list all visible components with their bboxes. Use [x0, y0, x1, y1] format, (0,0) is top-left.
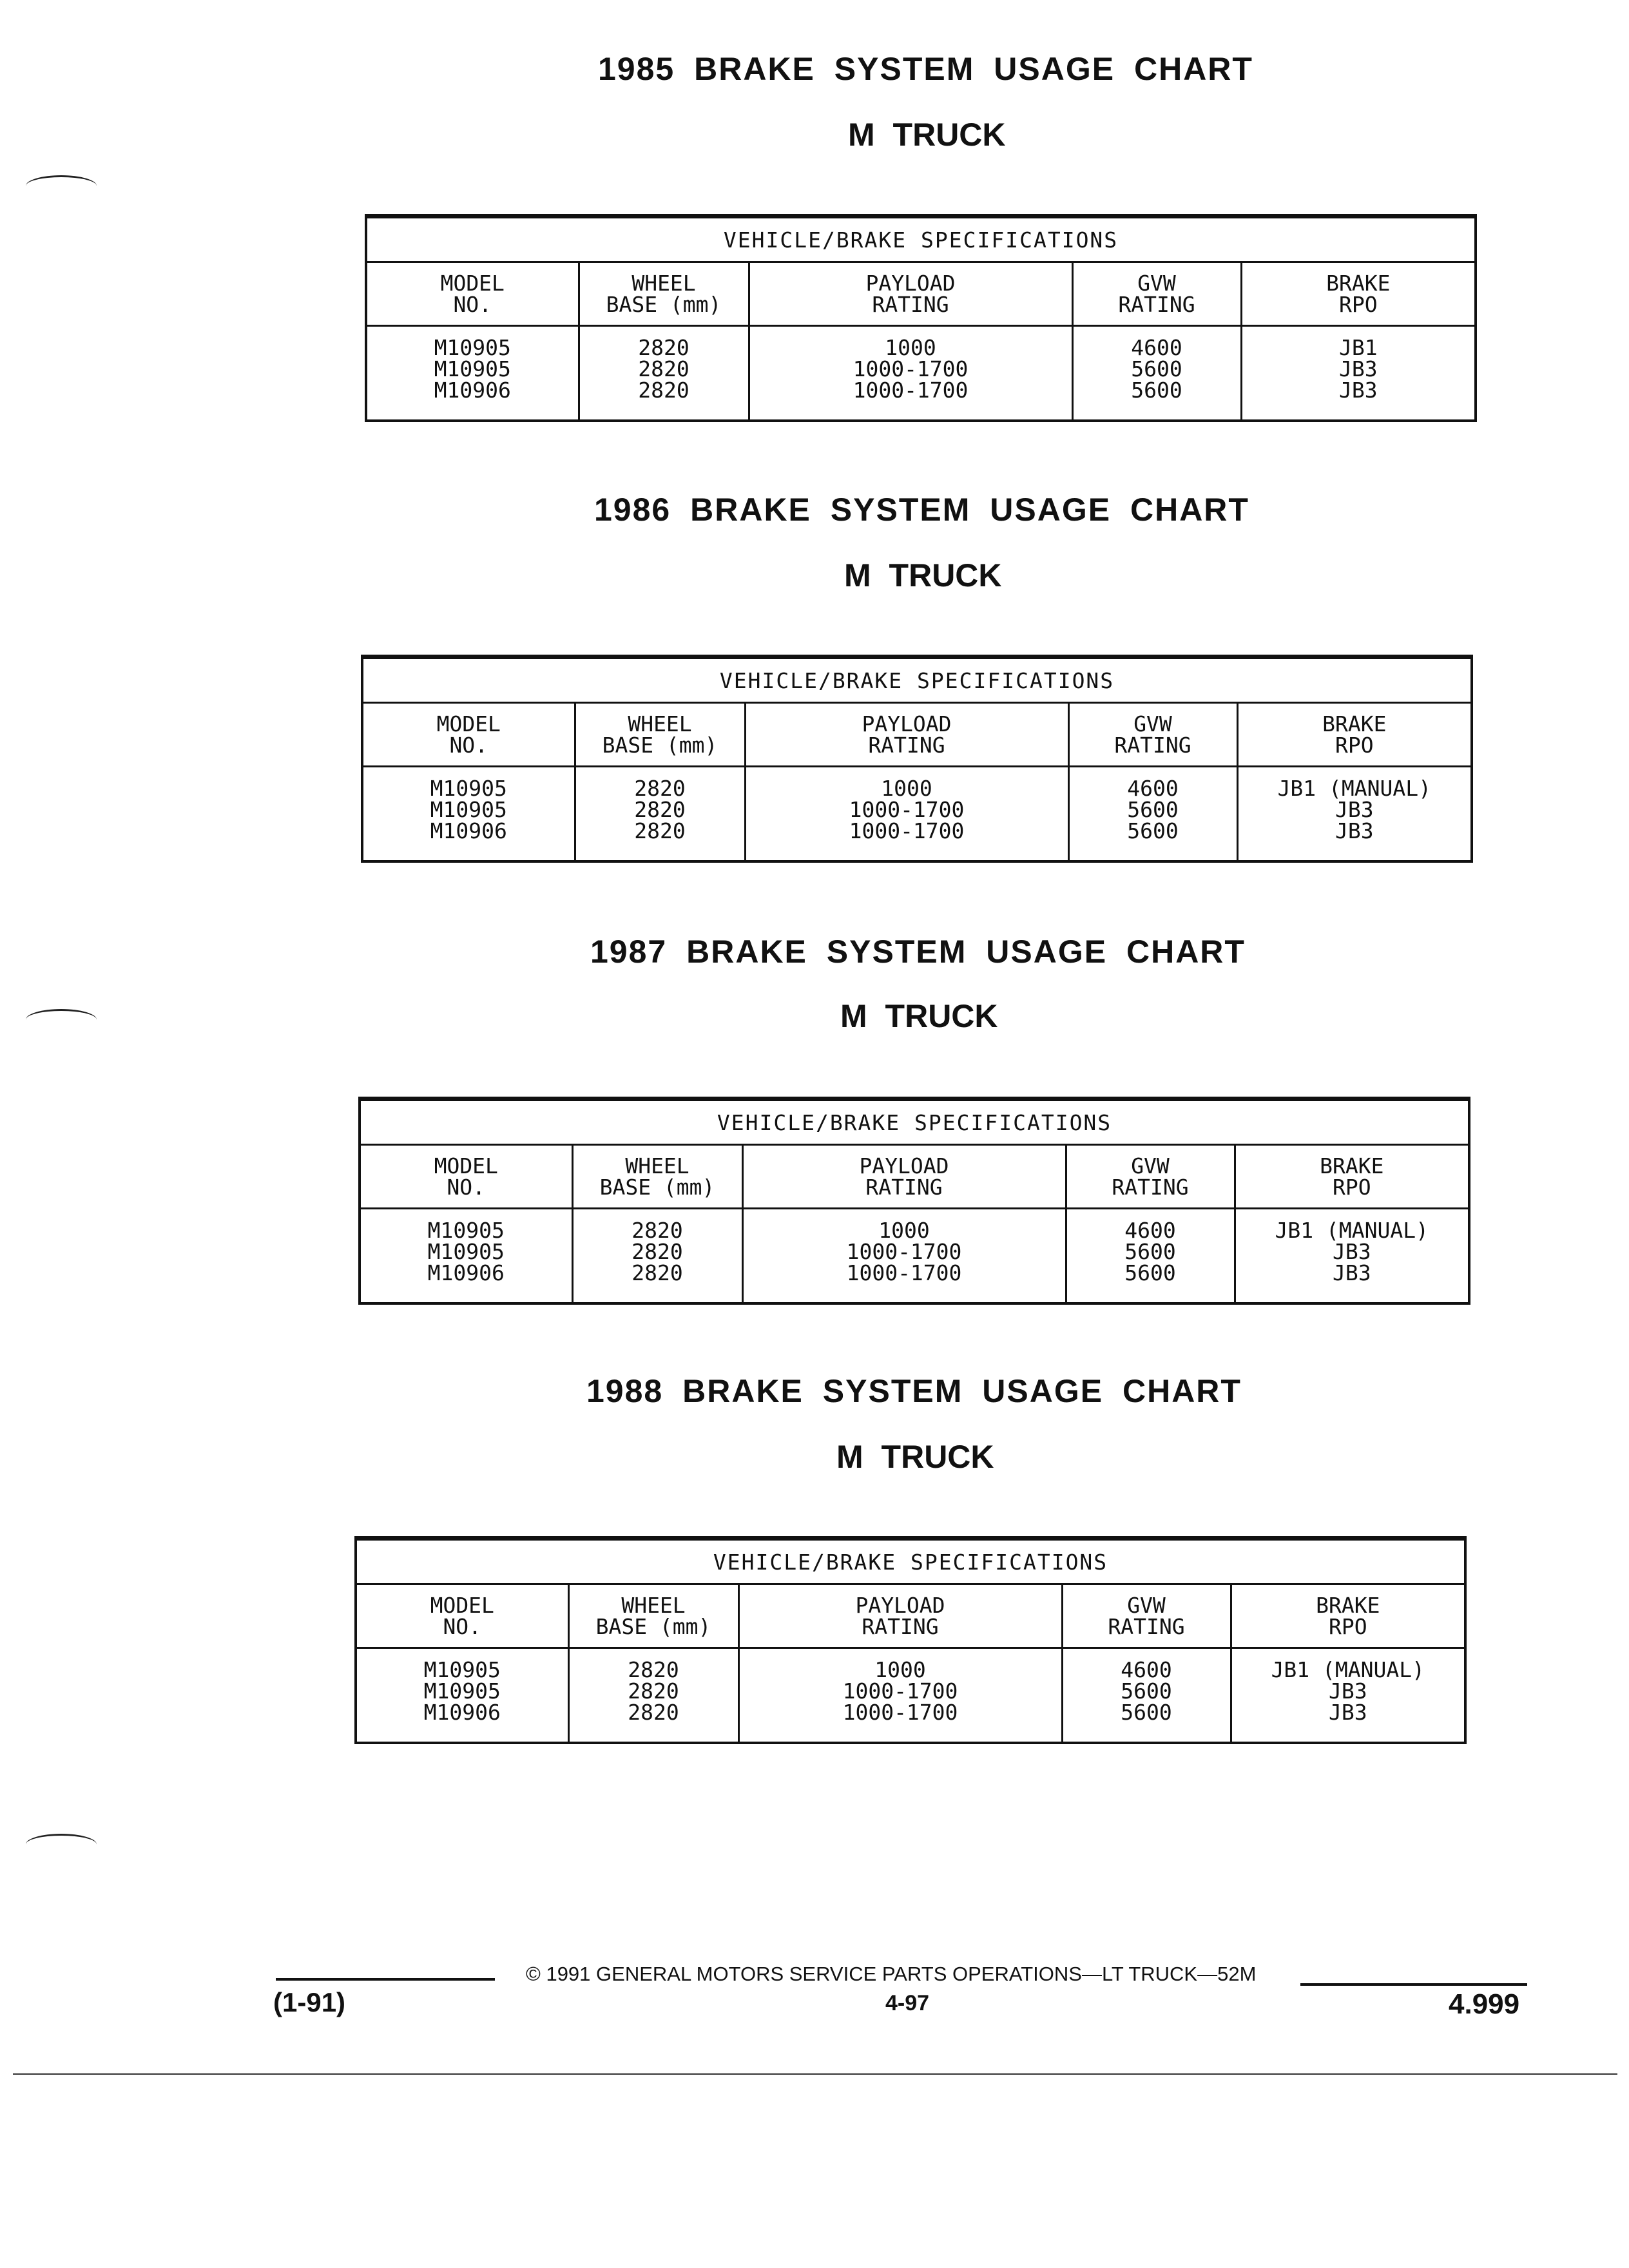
table-caption: VEHICLE/BRAKE SPECIFICATIONS — [360, 1099, 1469, 1145]
chart-title: 1985 BRAKE SYSTEM USAGE CHART — [598, 51, 1253, 87]
header-gvw-rating: GVW RATING — [1072, 262, 1241, 326]
header-brake-rpo: BRAKE RPO — [1231, 1584, 1465, 1648]
chart-subtitle: M TRUCK — [836, 1439, 994, 1475]
chart-title: 1986 BRAKE SYSTEM USAGE CHART — [594, 492, 1249, 528]
cell-gvw-rating: 4600 5600 5600 — [1066, 1209, 1235, 1304]
header-wheel-base: WHEEL BASE (mm) — [572, 1145, 742, 1209]
cell-brake-rpo: JB1 JB3 JB3 — [1241, 326, 1476, 421]
header-model-no: MODEL NO. — [366, 262, 579, 326]
scan-edge-line — [13, 2073, 1617, 2075]
chart-subtitle: M TRUCK — [848, 117, 1006, 153]
header-wheel-base: WHEEL BASE (mm) — [575, 703, 745, 767]
header-gvw-rating: GVW RATING — [1066, 1145, 1235, 1209]
cell-brake-rpo: JB1 (MANUAL) JB3 JB3 — [1237, 767, 1472, 862]
spec-table — [358, 1097, 1470, 1305]
cell-model-no: M10905 M10905 M10906 — [366, 326, 579, 421]
cell-brake-rpo: JB1 (MANUAL) JB3 JB3 — [1231, 1648, 1465, 1744]
header-payload-rating: PAYLOAD RATING — [749, 262, 1072, 326]
cell-payload-rating: 1000 1000-1700 1000-1700 — [742, 1209, 1066, 1304]
chart-subtitle: M TRUCK — [844, 557, 1002, 593]
footer-section-number: 4.999 — [1449, 1988, 1520, 2020]
header-gvw-rating: GVW RATING — [1068, 703, 1237, 767]
header-model-no: MODEL NO. — [362, 703, 575, 767]
chart-title: 1988 BRAKE SYSTEM USAGE CHART — [586, 1373, 1242, 1409]
footer-page-number: 4-97 — [885, 1991, 930, 2015]
table-caption: VEHICLE/BRAKE SPECIFICATIONS — [362, 657, 1472, 703]
header-brake-rpo: BRAKE RPO — [1241, 262, 1476, 326]
cell-payload-rating: 1000 1000-1700 1000-1700 — [745, 767, 1068, 862]
header-brake-rpo: BRAKE RPO — [1235, 1145, 1469, 1209]
binder-mark — [26, 1009, 97, 1030]
spec-table — [361, 655, 1473, 863]
header-gvw-rating: GVW RATING — [1062, 1584, 1231, 1648]
chart-title: 1987 BRAKE SYSTEM USAGE CHART — [590, 934, 1246, 970]
header-wheel-base: WHEEL BASE (mm) — [568, 1584, 738, 1648]
cell-gvw-rating: 4600 5600 5600 — [1068, 767, 1237, 862]
chart-subtitle: M TRUCK — [840, 998, 998, 1034]
header-model-no: MODEL NO. — [356, 1584, 568, 1648]
header-payload-rating: PAYLOAD RATING — [738, 1584, 1062, 1648]
footer-copyright: © 1991 GENERAL MOTORS SERVICE PARTS OPERATIONS—LT TRUCK—52M — [526, 1963, 1257, 1985]
cell-wheel-base: 2820 2820 2820 — [579, 326, 749, 421]
spec-table — [354, 1536, 1467, 1744]
cell-gvw-rating: 4600 5600 5600 — [1062, 1648, 1231, 1744]
footer-date-code: (1-91) — [273, 1987, 346, 2017]
header-payload-rating: PAYLOAD RATING — [742, 1145, 1066, 1209]
header-payload-rating: PAYLOAD RATING — [745, 703, 1068, 767]
cell-gvw-rating: 4600 5600 5600 — [1072, 326, 1241, 421]
table-caption: VEHICLE/BRAKE SPECIFICATIONS — [356, 1539, 1465, 1584]
footer-rule-left — [276, 1978, 495, 1981]
cell-model-no: M10905 M10905 M10906 — [356, 1648, 568, 1744]
header-model-no: MODEL NO. — [360, 1145, 572, 1209]
cell-wheel-base: 2820 2820 2820 — [572, 1209, 742, 1304]
cell-payload-rating: 1000 1000-1700 1000-1700 — [738, 1648, 1062, 1744]
footer-rule-right — [1300, 1983, 1527, 1986]
cell-model-no: M10905 M10905 M10906 — [362, 767, 575, 862]
header-wheel-base: WHEEL BASE (mm) — [579, 262, 749, 326]
binder-mark — [26, 175, 97, 197]
header-brake-rpo: BRAKE RPO — [1237, 703, 1472, 767]
spec-table — [365, 214, 1477, 422]
cell-wheel-base: 2820 2820 2820 — [568, 1648, 738, 1744]
cell-brake-rpo: JB1 (MANUAL) JB3 JB3 — [1235, 1209, 1469, 1304]
binder-mark — [26, 1834, 97, 1855]
table-caption: VEHICLE/BRAKE SPECIFICATIONS — [366, 216, 1476, 262]
cell-model-no: M10905 M10905 M10906 — [360, 1209, 572, 1304]
cell-payload-rating: 1000 1000-1700 1000-1700 — [749, 326, 1072, 421]
cell-wheel-base: 2820 2820 2820 — [575, 767, 745, 862]
